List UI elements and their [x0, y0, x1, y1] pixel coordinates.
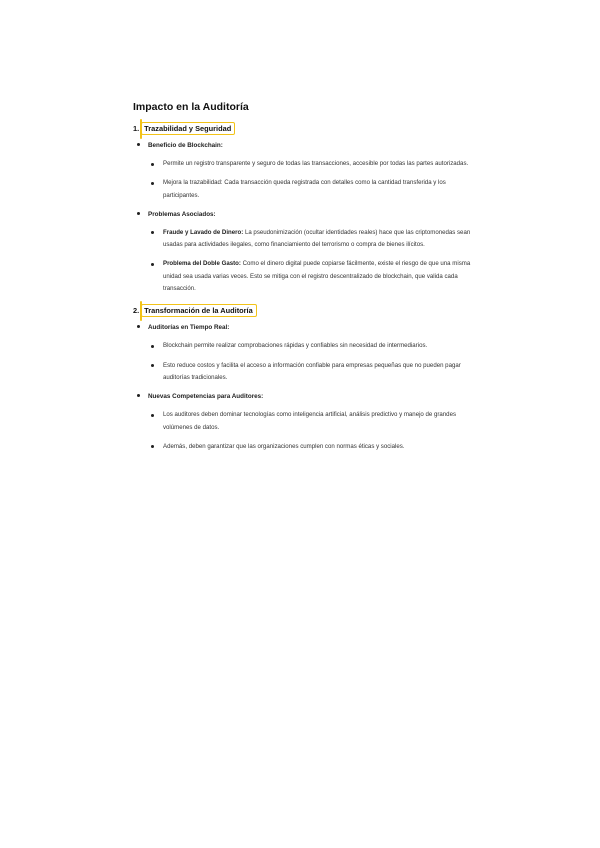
- list-item: [148, 158, 473, 170]
- item-text: La pseudonimización (ocultar identidades reales) hace que las criptomonedas sean usadas para actividades ilegales, como financiamiento del terrorismo o compra de bienes ilícitos.: [163, 228, 471, 249]
- list-item: [133, 324, 473, 384]
- section-heading: [133, 304, 473, 317]
- list-item: [148, 360, 473, 385]
- sub-list: [148, 227, 473, 295]
- item-text: Esto reduce costos y facilita el acceso a información confiable para empresas pequeñas que no pueden pagar auditorías tradicionales.: [163, 361, 461, 381]
- list-item: [133, 393, 473, 453]
- section-list: [133, 142, 473, 295]
- item-text: Los auditores deben dominar tecnologías como inteligencia artificial, análisis predictivo y manejo de grandes volúmenes de datos.: [163, 411, 457, 431]
- item-text: Como el dinero digital puede copiarse fácilmente, existe el riesgo de que una misma unidad sea usada varias veces. Esto se mitiga con el registro descentralizado de blockchain, que valida cada transacción.: [163, 260, 471, 293]
- list-item: [148, 409, 473, 434]
- section-number: 2.: [133, 306, 140, 316]
- bullet-icon: [151, 231, 154, 234]
- bullet-icon: [151, 414, 154, 417]
- bullet-icon: [151, 364, 154, 367]
- group-label: Nuevas Competencias para Auditores:: [148, 393, 264, 401]
- bullet-icon: [151, 345, 154, 348]
- sub-list: [148, 409, 473, 453]
- list-item: [148, 177, 473, 202]
- bullet-icon: [137, 143, 140, 146]
- item-text: Blockchain permite realizar comprobaciones rápidas y confiables sin necesidad de intermediarios.: [163, 342, 428, 350]
- document-title: Impacto en la Auditoría: [133, 101, 249, 113]
- list-item: [148, 340, 473, 352]
- bullet-icon: [137, 325, 140, 328]
- highlighted-heading: [141, 304, 257, 317]
- bullet-icon: [137, 212, 140, 215]
- list-item: [148, 441, 473, 453]
- section-list: [133, 324, 473, 453]
- bullet-icon: [151, 182, 154, 185]
- bullet-icon: [151, 263, 154, 266]
- sub-list: [148, 340, 473, 384]
- list-item: [148, 227, 473, 252]
- list-item: [148, 258, 473, 295]
- section-heading-text: Trazabilidad y Seguridad: [144, 124, 232, 133]
- item-lead: Fraude y Lavado de Dinero:: [163, 228, 244, 236]
- section-heading: [133, 122, 473, 135]
- bullet-icon: [151, 445, 154, 448]
- section-heading-text: Transformación de la Auditoría: [144, 306, 253, 316]
- bullet-icon: [137, 394, 140, 397]
- item-text: Además, deben garantizar que las organizaciones cumplen con normas éticas y sociales.: [163, 442, 405, 450]
- sub-list: [148, 158, 473, 202]
- list-item: [133, 142, 473, 202]
- section-2: [133, 304, 473, 453]
- group-label: Beneficio de Blockchain:: [148, 142, 223, 149]
- item-text: Mejora la trazabilidad: Cada transacción queda registrada con detalles como la cantidad transferida y los participantes.: [163, 179, 446, 199]
- item-lead: Problema del Doble Gasto:: [163, 260, 241, 268]
- group-label: Auditorías en Tiempo Real:: [148, 324, 230, 332]
- highlighted-heading: [141, 122, 235, 135]
- document-content: [133, 101, 473, 462]
- list-item: [133, 211, 473, 295]
- group-label: Problemas Asociados:: [148, 210, 216, 218]
- section-1: [133, 122, 473, 295]
- section-number: 1.: [133, 124, 140, 133]
- item-text: Permite un registro transparente y seguro de todas las transacciones, accesible por todas las partes autorizadas.: [163, 160, 469, 167]
- bullet-icon: [151, 163, 154, 166]
